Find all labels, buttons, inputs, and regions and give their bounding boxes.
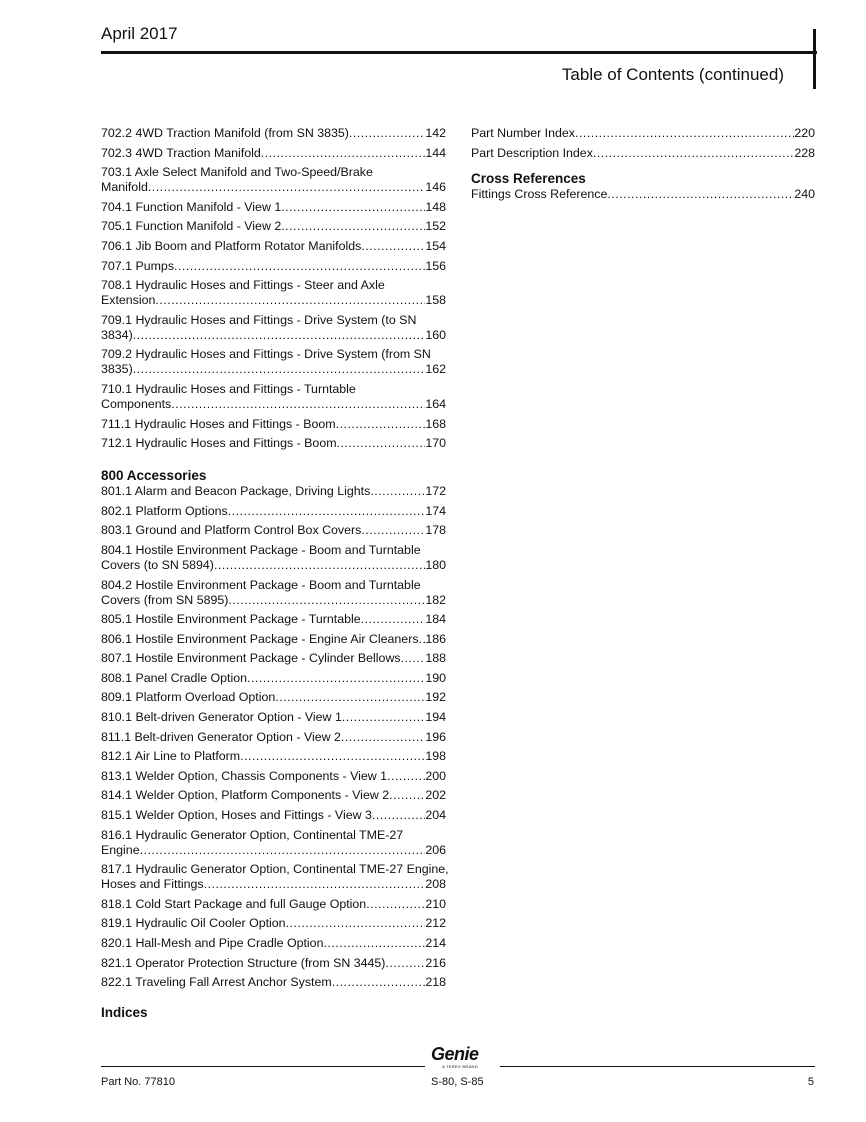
- toc-entry-title: 817.1 Hydraulic Generator Option, Continental TME-27 Engine,: [101, 862, 449, 877]
- dot-leader: [281, 200, 425, 215]
- toc-entry[interactable]: [101, 730, 446, 745]
- toc-entry-title: 807.1 Hostile Environment Package - Cylinder Bellows: [101, 651, 401, 666]
- toc-index-entries: [471, 126, 815, 161]
- toc-entry[interactable]: [101, 769, 446, 784]
- dot-leader: [261, 146, 426, 161]
- dot-leader: [228, 593, 425, 608]
- toc-entry[interactable]: [101, 484, 446, 499]
- dot-leader: [401, 651, 426, 666]
- toc-entry[interactable]: [101, 710, 446, 725]
- toc-entry-title: 708.1 Hydraulic Hoses and Fittings - Steer and Axle: [101, 278, 385, 293]
- toc-entry[interactable]: [471, 187, 815, 202]
- toc-entry-title: 808.1 Panel Cradle Option: [101, 670, 248, 685]
- dot-leader: [349, 126, 425, 141]
- toc-entry[interactable]: [101, 578, 446, 608]
- toc-entry-title: 706.1 Jib Boom and Platform Rotator Manifolds: [101, 238, 362, 253]
- toc-entry-page: 172: [425, 484, 446, 499]
- toc-entry[interactable]: [101, 936, 446, 951]
- section-title-indices: Indices: [101, 1005, 148, 1020]
- toc-entry[interactable]: [101, 828, 446, 858]
- dot-leader: [155, 293, 425, 308]
- dot-leader: [133, 362, 426, 377]
- toc-entry-title: 803.1 Ground and Platform Control Box Covers: [101, 523, 362, 538]
- dot-leader: [387, 769, 425, 784]
- toc-entry-page: 156: [425, 258, 446, 273]
- dot-leader: [593, 146, 794, 161]
- toc-entry-title-continued: Components: [101, 396, 172, 411]
- toc-left-column: [101, 126, 449, 995]
- section-title-cross-references: Cross References: [471, 170, 586, 186]
- toc-entry-title: 801.1 Alarm and Beacon Package, Driving Lights: [101, 484, 371, 499]
- section-title-accessories: 800 Accessories: [101, 468, 207, 484]
- toc-entry-title-continued: 3834): [101, 327, 133, 342]
- logo-wordmark: Genie: [431, 1044, 479, 1064]
- toc-entry-page: 194: [425, 710, 446, 725]
- dot-leader: [240, 749, 425, 764]
- toc-entry-title: 707.1 Pumps: [101, 258, 175, 273]
- genie-logo: [431, 1045, 489, 1073]
- toc-entry-page: 200: [425, 768, 446, 783]
- toc-entry-title: 811.1 Belt-driven Generator Option - View 2: [101, 729, 341, 744]
- toc-entry[interactable]: [101, 788, 446, 803]
- toc-entry-page: 170: [425, 436, 446, 451]
- toc-entry[interactable]: [101, 612, 446, 627]
- toc-entry[interactable]: [101, 543, 446, 573]
- dot-leader: [341, 730, 425, 745]
- toc-entry-page: 164: [425, 396, 446, 411]
- toc-entry[interactable]: [101, 347, 446, 377]
- dot-leader: [228, 504, 426, 519]
- toc-entry[interactable]: [101, 436, 446, 451]
- dot-leader: [389, 788, 425, 803]
- toc-entry[interactable]: [101, 897, 446, 912]
- toc-entry-title: 813.1 Welder Option, Chassis Components - View 1: [101, 768, 388, 783]
- toc-entry-page: 180: [425, 557, 446, 572]
- toc-entry-page: 206: [425, 842, 446, 857]
- footer-model: S-80, S-85: [431, 1076, 484, 1088]
- toc-entry-page: 154: [425, 238, 446, 253]
- toc-entry-title-continued: Covers (from SN 5895): [101, 592, 229, 607]
- toc-entry[interactable]: [101, 651, 446, 666]
- toc-entry-title: 818.1 Cold Start Package and full Gauge Option: [101, 896, 367, 911]
- toc-entry-page: 142: [425, 126, 446, 140]
- footer-part-number: Part No. 77810: [101, 1076, 175, 1088]
- toc-entry-page: 198: [425, 749, 446, 764]
- toc-entry[interactable]: [101, 975, 446, 990]
- toc-entry-page: 192: [425, 690, 446, 705]
- toc-entry[interactable]: [101, 523, 446, 538]
- toc-entry[interactable]: [101, 690, 446, 705]
- toc-entry-title: 709.1 Hydraulic Hoses and Fittings - Drive System (to SN: [101, 312, 417, 327]
- toc-entry-title: 802.1 Platform Options: [101, 503, 228, 518]
- dot-leader: [366, 897, 425, 912]
- footer-rule-left: [101, 1066, 425, 1067]
- toc-entry-title: 702.3 4WD Traction Manifold: [101, 145, 261, 160]
- toc-entry[interactable]: [101, 632, 446, 647]
- toc-entry-page: 208: [425, 877, 446, 892]
- toc-entry-title: 805.1 Hostile Environment Package - Turntable: [101, 612, 361, 627]
- toc-entry-page: 214: [425, 936, 446, 950]
- toc-entry-title: 820.1 Hall-Mesh and Pipe Cradle Option: [101, 936, 324, 950]
- toc-entry-page: 178: [425, 523, 446, 538]
- toc-entry[interactable]: [101, 165, 446, 195]
- toc-entry-page: 186: [425, 631, 446, 646]
- dot-leader: [607, 187, 794, 202]
- toc-entry[interactable]: [101, 956, 446, 971]
- toc-entry-title: 822.1 Traveling Fall Arrest Anchor System: [101, 975, 332, 990]
- toc-entry-page: 144: [425, 145, 446, 160]
- toc-entry-title: Part Number Index: [471, 126, 575, 140]
- toc-entry-page: 204: [425, 808, 446, 823]
- toc-entry-title: 804.2 Hostile Environment Package - Boom and Turntable: [101, 577, 421, 592]
- toc-entry-page: 174: [425, 503, 446, 518]
- dot-leader: [275, 690, 425, 705]
- toc-entry[interactable]: [101, 200, 446, 215]
- toc-700-entries: [101, 126, 446, 451]
- page-title: Table of Contents (continued): [561, 65, 784, 84]
- toc-entry[interactable]: [101, 126, 446, 141]
- toc-entry[interactable]: [101, 671, 446, 686]
- toc-entry-title: 710.1 Hydraulic Hoses and Fittings - Turntable: [101, 381, 356, 396]
- toc-800-entries: [101, 484, 449, 990]
- dot-leader: [385, 956, 425, 971]
- toc-entry-page: 220: [794, 126, 815, 140]
- dot-leader: [247, 671, 425, 686]
- footer-page-number: 5: [807, 1076, 814, 1088]
- toc-entry-title-continued: Engine: [101, 842, 140, 857]
- dot-leader: [332, 975, 426, 990]
- toc-entry-title-continued: Extension: [101, 293, 156, 308]
- toc-entry-page: 182: [425, 592, 446, 607]
- dot-leader: [148, 180, 425, 195]
- toc-entry[interactable]: [101, 239, 446, 254]
- dot-leader: [281, 219, 425, 234]
- toc-entry-title: 812.1 Air Line to Platform: [101, 749, 241, 764]
- header-rule: [101, 51, 817, 54]
- toc-entry-title: 712.1 Hydraulic Hoses and Fittings - Boom: [101, 436, 337, 451]
- toc-entry-title-continued: Covers (to SN 5894): [101, 557, 214, 572]
- toc-entry-title: 702.2 4WD Traction Manifold (from SN 3835): [101, 126, 349, 140]
- toc-entry-title: 705.1 Function Manifold - View 2: [101, 219, 282, 234]
- toc-entry-title: 703.1 Axle Select Manifold and Two-Speed/Brake: [101, 165, 373, 180]
- toc-entry-title: 821.1 Operator Protection Structure (from SN 3445): [101, 955, 386, 970]
- toc-entry-page: 202: [425, 788, 446, 803]
- toc-entry-page: 152: [425, 219, 446, 234]
- dot-leader: [370, 484, 425, 499]
- toc-entry-page: 190: [425, 670, 446, 685]
- toc-entry-title: 806.1 Hostile Environment Package - Engine Air Cleaners: [101, 631, 419, 646]
- toc-entry[interactable]: [471, 146, 815, 161]
- toc-entry-page: 210: [425, 896, 446, 911]
- toc-entry-title-continued: Manifold: [101, 180, 148, 195]
- dot-leader: [204, 877, 426, 892]
- dot-leader: [361, 523, 425, 538]
- toc-entry[interactable]: [101, 749, 446, 764]
- toc-cross-reference-entries: [471, 187, 815, 202]
- toc-entry-page: 184: [425, 612, 446, 627]
- toc-entry-title: 704.1 Function Manifold - View 1: [101, 199, 282, 214]
- toc-entry-page: 162: [425, 362, 446, 377]
- toc-entry-page: 212: [425, 916, 446, 931]
- toc-entry-page: 158: [425, 293, 446, 308]
- dot-leader: [372, 808, 425, 823]
- dot-leader: [323, 936, 425, 951]
- toc-entry[interactable]: [101, 808, 446, 823]
- dot-leader: [133, 328, 426, 343]
- dot-leader: [171, 397, 425, 412]
- toc-entry-page: 228: [794, 145, 815, 160]
- toc-entry[interactable]: [101, 382, 446, 412]
- toc-entry-page: 188: [425, 651, 446, 666]
- toc-entry-title: 709.2 Hydraulic Hoses and Fittings - Drive System (from SN: [101, 347, 431, 362]
- logo-tagline: A TEREX BRAND: [442, 1064, 478, 1069]
- toc-entry-title: 815.1 Welder Option, Hoses and Fittings - View 3: [101, 808, 372, 823]
- dot-leader: [342, 710, 425, 725]
- toc-entry-title: 809.1 Platform Overload Option: [101, 690, 276, 705]
- dot-leader: [419, 632, 426, 647]
- toc-entry-title-continued: Hoses and Fittings: [101, 877, 204, 892]
- toc-entry-title: 804.1 Hostile Environment Package - Boom and Turntable: [101, 542, 421, 557]
- toc-entry[interactable]: [101, 219, 446, 234]
- toc-entry-title: 819.1 Hydraulic Oil Cooler Option: [101, 916, 286, 931]
- toc-entry[interactable]: [101, 916, 446, 931]
- toc-entry[interactable]: [101, 862, 449, 892]
- dot-leader: [337, 436, 426, 451]
- toc-entry-title: 816.1 Hydraulic Generator Option, Continental TME-27: [101, 827, 404, 842]
- dot-leader: [214, 558, 425, 573]
- toc-entry[interactable]: [101, 504, 446, 519]
- toc-entry-title-continued: 3835): [101, 362, 133, 377]
- toc-entry[interactable]: [101, 259, 446, 274]
- toc-entry-title: 814.1 Welder Option, Platform Components - View 2: [101, 788, 390, 803]
- header-date: April 2017: [101, 24, 178, 43]
- toc-entry-page: 216: [425, 955, 446, 970]
- toc-entry-title: Fittings Cross Reference: [471, 186, 608, 201]
- toc-entry[interactable]: [101, 278, 446, 308]
- header-vertical-rule: [813, 29, 816, 89]
- toc-entry[interactable]: [101, 417, 446, 432]
- dot-leader: [140, 843, 426, 858]
- dot-leader: [361, 239, 425, 254]
- toc-entry-page: 146: [425, 180, 446, 195]
- dot-leader: [575, 126, 794, 141]
- toc-right-column: [471, 126, 815, 206]
- footer-rule-right: [500, 1066, 815, 1067]
- toc-entry-page: 240: [794, 186, 815, 201]
- toc-entry[interactable]: [471, 126, 815, 141]
- dot-leader: [361, 612, 426, 627]
- toc-entry[interactable]: [101, 313, 446, 343]
- toc-entry[interactable]: [101, 146, 446, 161]
- toc-entry-page: 196: [425, 729, 446, 744]
- dot-leader: [174, 259, 425, 274]
- toc-entry-title: Part Description Index: [471, 145, 593, 160]
- toc-entry-page: 218: [425, 975, 446, 990]
- toc-entry-title: 810.1 Belt-driven Generator Option - View 1: [101, 710, 342, 725]
- toc-entry-page: 168: [425, 416, 446, 431]
- dot-leader: [286, 916, 426, 931]
- toc-entry-title: 711.1 Hydraulic Hoses and Fittings - Boom: [101, 416, 336, 431]
- toc-entry-page: 148: [425, 199, 446, 214]
- toc-entry-page: 160: [425, 327, 446, 342]
- dot-leader: [336, 417, 426, 432]
